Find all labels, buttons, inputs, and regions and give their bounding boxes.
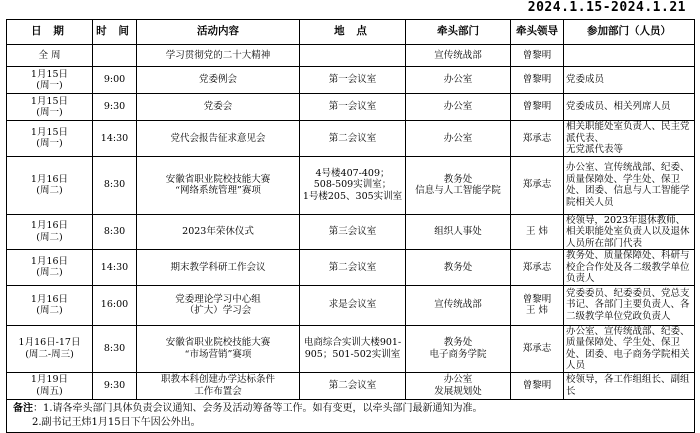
- cell-date: 1月19日 (周五): [7, 372, 93, 399]
- cell-lead-dept: 教务处 信息与人工智能学院: [406, 156, 511, 214]
- cell-leader: 曾黎明: [511, 67, 564, 94]
- cell-date: 1月16日 (周二): [7, 156, 93, 214]
- cell-location: 第二会议室: [300, 250, 406, 286]
- cell-activity: 党委例会: [137, 67, 300, 94]
- header-leader: 牵头领导: [511, 20, 564, 45]
- notes-label: 备注: [13, 402, 33, 414]
- cell-activity: 党代会报告征求意见会: [137, 121, 300, 157]
- header-activity: 活动内容: [137, 20, 300, 45]
- table-header-row: [7, 20, 695, 45]
- notes-cell: [7, 399, 695, 432]
- cell-leader: 曾黎明: [511, 94, 564, 121]
- cell-activity: 职教本科创建办学达标条件 工作布置会: [137, 372, 300, 399]
- cell-time: [93, 45, 137, 67]
- cell-leader: 郑承志: [511, 121, 564, 157]
- cell-activity: 安徽省职业院校技能大赛 “网络系统管理”赛项: [137, 156, 300, 214]
- cell-lead-dept: 教务处 电子商务学院: [406, 325, 511, 372]
- header-time: 时 间: [93, 20, 137, 45]
- cell-participants: 办公室、宣传统战部、纪委、质量保障处、学生处、保卫处、团委、信息与人工智能学院相关人员: [564, 156, 695, 214]
- cell-date: 全 周: [7, 45, 93, 67]
- cell-leader: 郑承志: [511, 325, 564, 372]
- cell-lead-dept: 办公室: [406, 67, 511, 94]
- table-row: [7, 121, 695, 157]
- cell-participants: 党委委员、纪委委员、党总支书记、各部门主要负责人、各二级教学单位党政负责人: [564, 285, 695, 325]
- cell-date: 1月15日 (周一): [7, 94, 93, 121]
- cell-date: 1月15日 (周一): [7, 67, 93, 94]
- cell-leader: 曾黎明: [511, 45, 564, 67]
- table-row: [7, 94, 695, 121]
- cell-activity: 学习贯彻党的二十大精神: [137, 45, 300, 67]
- table-row: [7, 214, 695, 250]
- table-row: [7, 250, 695, 286]
- table-row: [7, 67, 695, 94]
- cell-date: 1月16日 (周二): [7, 214, 93, 250]
- schedule-table: [6, 19, 695, 433]
- cell-date: 1月16日 (周二): [7, 250, 93, 286]
- cell-leader: 郑承志: [511, 250, 564, 286]
- table-row: [7, 45, 695, 67]
- cell-participants: 相关职能处室负责人、民主党派代表、 无党派代表等: [564, 121, 695, 157]
- cell-time: 9:30: [93, 94, 137, 121]
- cell-location: 第三会议室: [300, 214, 406, 250]
- cell-leader: 曾黎明: [511, 372, 564, 399]
- cell-leader: 郑承志: [511, 156, 564, 214]
- notes-row: [7, 399, 695, 432]
- header-lead-dept: 牵头部门: [406, 20, 511, 45]
- cell-location: [300, 45, 406, 67]
- table-row: [7, 372, 695, 399]
- cell-lead-dept: 办公室 发展规划处: [406, 372, 511, 399]
- header-location: 地 点: [300, 20, 406, 45]
- cell-participants: 党委成员、相关列席人员: [564, 94, 695, 121]
- cell-leader: 曾黎明 王 炜: [511, 285, 564, 325]
- table-row: [7, 156, 695, 214]
- cell-time: 14:30: [93, 121, 137, 157]
- cell-participants: 校领导，2023年退休教师、相关职能处室负责人以及退休人员所在部门代表: [564, 214, 695, 250]
- cell-location: 第一会议室: [300, 94, 406, 121]
- cell-time: 9:00: [93, 67, 137, 94]
- cell-activity: 党委理论学习中心组 （扩大）学习会: [137, 285, 300, 325]
- notes-text-1: ：1.请各牵头部门具体负责会议通知、会务及活动筹备等工作。如有变更，以牵头部门最新通知为准。: [33, 402, 483, 414]
- notes-line-2: 2.副书记王炜1月15日下午因公外出。: [32, 416, 201, 428]
- table-row: [7, 325, 695, 372]
- date-range: 2024.1.15-2024.1.21: [527, 0, 686, 15]
- cell-lead-dept: 宣传统战部: [406, 45, 511, 67]
- cell-time: 8:30: [93, 156, 137, 214]
- header-date: 日 期: [7, 20, 93, 45]
- cell-date: 1月16日 (周二): [7, 285, 93, 325]
- cell-participants: 教务处、质量保障处、科研与校企合作处及各二级教学单位负责人: [564, 250, 695, 286]
- cell-time: 8:30: [93, 325, 137, 372]
- cell-activity: 期末教学科研工作会议: [137, 250, 300, 286]
- cell-activity: 党委会: [137, 94, 300, 121]
- cell-location: 第二会议室: [300, 372, 406, 399]
- cell-location: 第二会议室: [300, 121, 406, 157]
- cell-location: 求是会议室: [300, 285, 406, 325]
- cell-leader: 王 炜: [511, 214, 564, 250]
- cell-activity: 2023年荣休仪式: [137, 214, 300, 250]
- cell-lead-dept: 宣传统战部: [406, 285, 511, 325]
- cell-participants: 办公室、宣传统战部、纪委、质量保障处、学生处、保卫处、团委、电子商务学院相关人员: [564, 325, 695, 372]
- cell-activity: 安徽省职业院校技能大赛 “市场营销”赛项: [137, 325, 300, 372]
- cell-location: 4号楼407-409； 508-509实训室； 1号楼205、305实训室: [300, 156, 406, 214]
- cell-location: 电商综合实训大楼901-905；501-502实训室: [300, 325, 406, 372]
- cell-lead-dept: 办公室: [406, 94, 511, 121]
- cell-lead-dept: 办公室: [406, 121, 511, 157]
- cell-time: 9:30: [93, 372, 137, 399]
- cell-date: 1月15日 (周一): [7, 121, 93, 157]
- cell-lead-dept: 教务处: [406, 250, 511, 286]
- table-row: [7, 285, 695, 325]
- cell-lead-dept: 组织人事处: [406, 214, 511, 250]
- cell-time: 8:30: [93, 214, 137, 250]
- cell-time: 14:30: [93, 250, 137, 286]
- cell-participants: 党委成员: [564, 67, 695, 94]
- cell-participants: 校领导，各工作组组长、副组长: [564, 372, 695, 399]
- cell-date: 1月16日-17日 (周二-周三): [7, 325, 93, 372]
- cell-time: 16:00: [93, 285, 137, 325]
- cell-participants: [564, 45, 695, 67]
- cell-location: 第一会议室: [300, 67, 406, 94]
- notes-line-1: [13, 402, 688, 416]
- header-participants: 参加部门（人员）: [564, 20, 695, 45]
